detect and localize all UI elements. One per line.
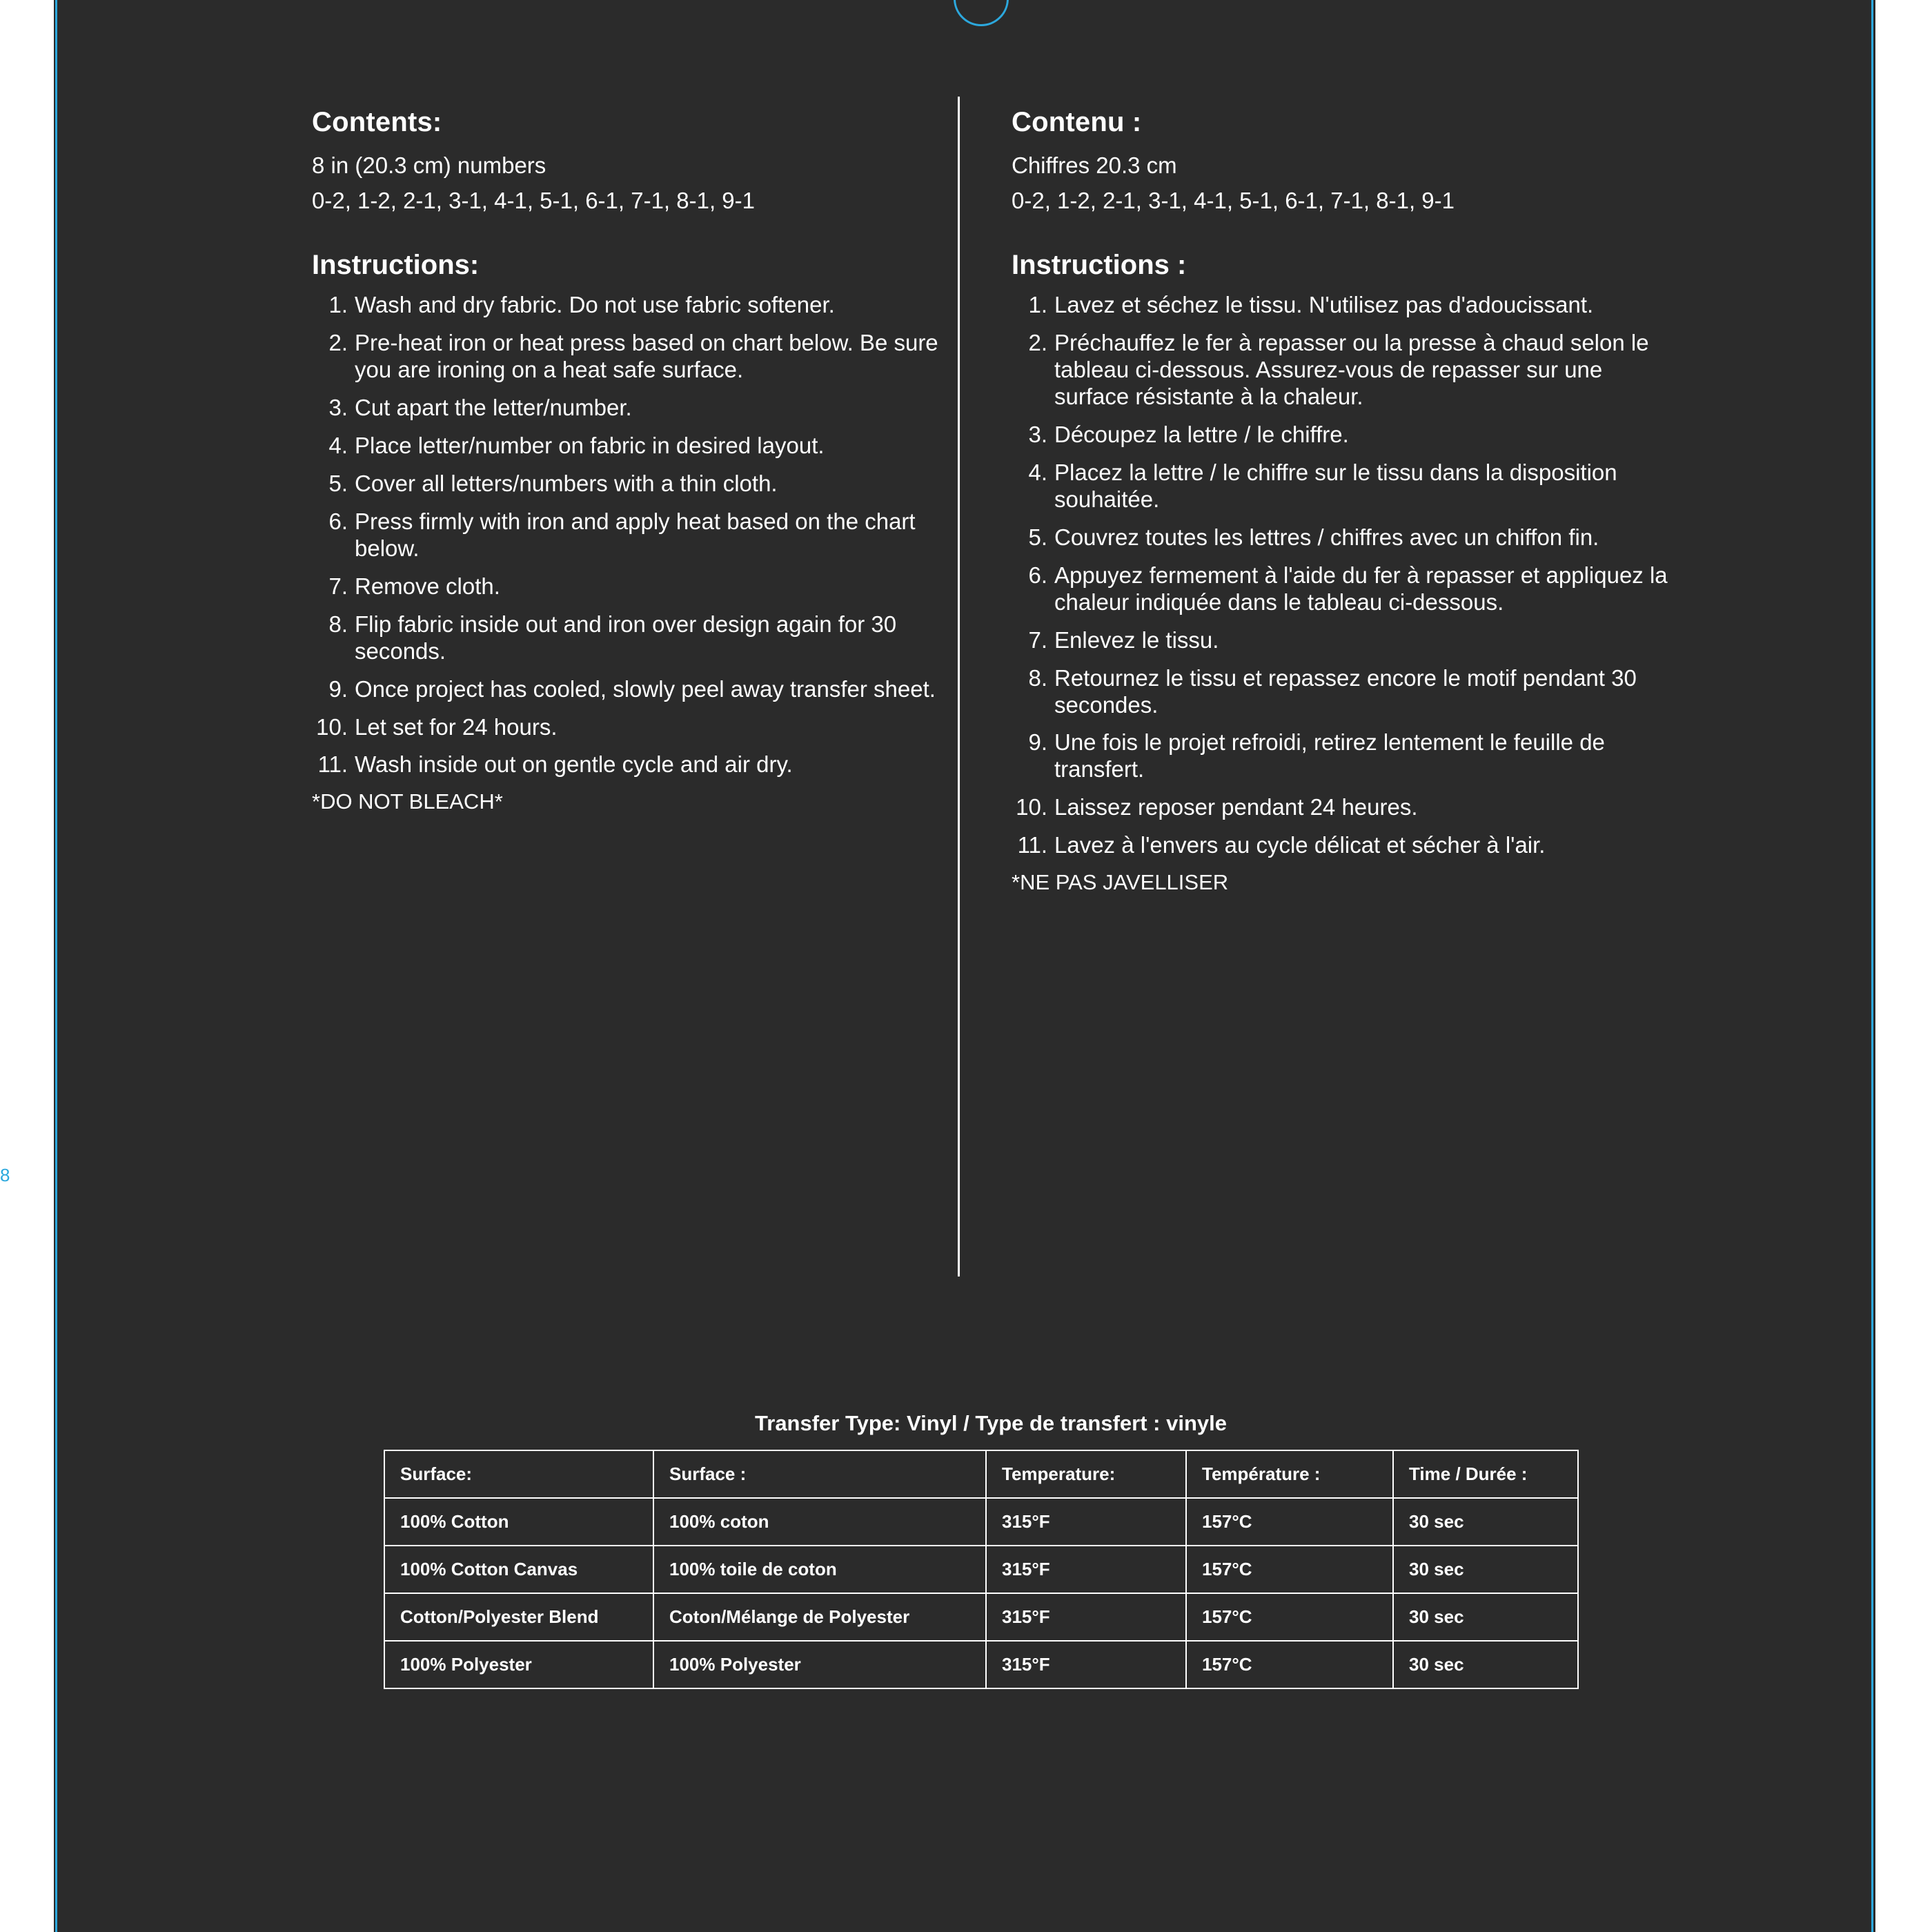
column-header-temperature-en: Temperature:	[986, 1450, 1186, 1498]
cell-temp-c: 157°C	[1186, 1498, 1393, 1546]
english-column	[312, 107, 947, 814]
contents-title-en: Contents:	[312, 107, 442, 137]
cell-surface-en: Cotton/Polyester Blend	[384, 1593, 653, 1641]
list-item: Once project has cooled, slowly peel away transfer sheet.	[355, 676, 936, 702]
cell-time: 30 sec	[1393, 1546, 1578, 1593]
contents-line-en-2: 0-2, 1-2, 2-1, 3-1, 4-1, 5-1, 6-1, 7-1, 8-1, 9-1	[312, 188, 755, 214]
instructions-title-en: Instructions:	[312, 250, 480, 281]
cell-temp-f: 315°F	[986, 1546, 1186, 1593]
cell-surface-en: 100% Polyester	[384, 1641, 653, 1688]
french-column	[1012, 107, 1674, 895]
left-guide-line	[55, 0, 57, 1932]
contents-line-en-1: 8 in (20.3 cm) numbers	[312, 152, 546, 178]
column-header-time: Time / Durée :	[1393, 1450, 1578, 1498]
list-item: Pre-heat iron or heat press based on chart below. Be sure you are ironing on a heat safe surface.	[355, 330, 938, 383]
list-item: Appuyez fermement à l'aide du fer à repasser et appliquez la chaleur indiquée dans le tableau ci-dessous.	[1054, 562, 1668, 615]
cell-time: 30 sec	[1393, 1641, 1578, 1688]
cell-surface-en: 100% Cotton	[384, 1498, 653, 1546]
cell-surface-fr: 100% Polyester	[653, 1641, 986, 1688]
cell-temp-f: 315°F	[986, 1641, 1186, 1688]
list-item: Cover all letters/numbers with a thin cloth.	[355, 470, 778, 496]
instructions-list-en	[312, 292, 947, 778]
cell-surface-en: 100% Cotton Canvas	[384, 1546, 653, 1593]
cell-surface-fr: 100% toile de coton	[653, 1546, 986, 1593]
contents-line-fr-1: Chiffres 20.3 cm	[1012, 152, 1177, 178]
heat-settings-table	[384, 1450, 1579, 1689]
list-item: Couvrez toutes les lettres / chiffres avec un chiffon fin.	[1054, 524, 1599, 550]
table-row	[384, 1593, 1578, 1641]
bleach-note-fr: *NE PAS JAVELLISER	[1012, 870, 1229, 895]
right-guide-line	[1871, 0, 1873, 1932]
heat-table-title: Transfer Type: Vinyl / Type de transfert : vinyle	[755, 1411, 1227, 1435]
list-item: Wash and dry fabric. Do not use fabric softener.	[355, 292, 835, 318]
table-header-row	[384, 1450, 1578, 1498]
column-divider	[958, 97, 960, 1276]
list-item: Remove cloth.	[355, 573, 500, 599]
column-header-temperature-fr: Température :	[1186, 1450, 1393, 1498]
list-item: Lavez à l'envers au cycle délicat et sécher à l'air.	[1054, 832, 1546, 858]
list-item: Place letter/number on fabric in desired layout.	[355, 433, 825, 459]
list-item: Cut apart the letter/number.	[355, 395, 632, 421]
table-row	[384, 1641, 1578, 1688]
list-item: Retournez le tissu et repassez encore le motif pendant 30 secondes.	[1054, 664, 1637, 718]
cell-temp-f: 315°F	[986, 1593, 1186, 1641]
cell-temp-c: 157°C	[1186, 1641, 1393, 1688]
cell-temp-c: 157°C	[1186, 1593, 1393, 1641]
bleach-note-en: *DO NOT BLEACH*	[312, 789, 503, 814]
list-item: Placez la lettre / le chiffre sur le tissu dans la disposition souhaitée.	[1054, 459, 1617, 512]
list-item: Préchauffez le fer à repasser ou la presse à chaud selon le tableau ci-dessous. Assurez-vous de repasser sur une surface résistante à la chaleur.	[1054, 330, 1649, 410]
cell-surface-fr: 100% coton	[653, 1498, 986, 1546]
list-item: Découpez la lettre / le chiffre.	[1054, 422, 1349, 448]
heat-settings-section	[384, 1411, 1598, 1689]
list-item: Lavez et séchez le tissu. N'utilisez pas d'adoucissant.	[1054, 292, 1594, 318]
table-row	[384, 1546, 1578, 1593]
column-header-surface-en: Surface:	[384, 1450, 653, 1498]
cell-temp-f: 315°F	[986, 1498, 1186, 1546]
column-header-surface-fr: Surface :	[653, 1450, 986, 1498]
cell-temp-c: 157°C	[1186, 1546, 1393, 1593]
list-item: Une fois le projet refroidi, retirez lentement le feuille de transfert.	[1054, 729, 1605, 782]
contents-title-fr: Contenu :	[1012, 107, 1142, 137]
list-item: Press firmly with iron and apply heat based on the chart below.	[355, 508, 916, 561]
instructions-title-fr: Instructions :	[1012, 250, 1187, 281]
list-item: Wash inside out on gentle cycle and air dry.	[355, 751, 793, 778]
table-row	[384, 1498, 1578, 1546]
instructions-list-fr	[1012, 292, 1674, 859]
cell-time: 30 sec	[1393, 1498, 1578, 1546]
list-item: Flip fabric inside out and iron over design again for 30 seconds.	[355, 611, 897, 664]
list-item: Enlevez le tissu.	[1054, 627, 1219, 653]
contents-line-fr-2: 0-2, 1-2, 2-1, 3-1, 4-1, 5-1, 6-1, 7-1, 8-1, 9-1	[1012, 188, 1455, 214]
list-item: Let set for 24 hours.	[355, 713, 558, 740]
list-item: Laissez reposer pendant 24 heures.	[1054, 794, 1418, 820]
edge-mark: 8	[0, 1165, 10, 1185]
cell-time: 30 sec	[1393, 1593, 1578, 1641]
cell-surface-fr: Coton/Mélange de Polyester	[653, 1593, 986, 1641]
